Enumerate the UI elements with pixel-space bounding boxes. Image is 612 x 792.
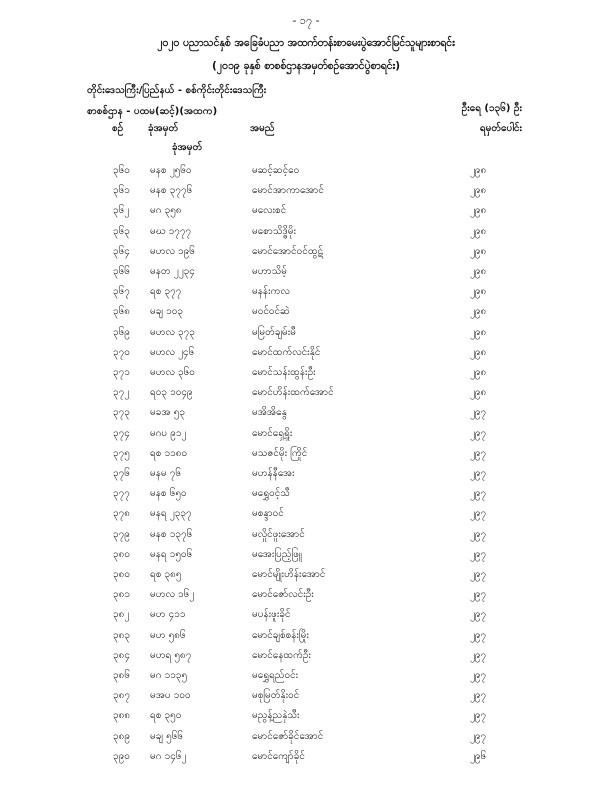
roll-number: မနတ ၂၂၃၄ [150, 266, 195, 277]
total-marks: ၂၉၈ [470, 367, 487, 378]
total-marks: ၂၉၈ [470, 165, 487, 176]
roll-number: မဂ ၁၁၃၅ [150, 670, 188, 681]
table-row [0, 462, 612, 482]
row-number: ၃၈၉ [113, 730, 130, 742]
total-marks: ၂၉၈ [470, 286, 487, 298]
total-marks: ၂၉၇ [470, 548, 487, 560]
document-subtitle: (၂၀၁၉ ခုနှစ် စာစစ်ဌာနအမှတ်စဉ်အောင်ပွဲစာရင်း) [211, 60, 401, 72]
table-row [0, 381, 612, 401]
total-marks: ၂၉၇ [470, 629, 487, 641]
column-header-reg: ခုံအမှတ် [148, 123, 179, 134]
table-row [0, 361, 612, 381]
total-marks: ၂၉၈ [470, 266, 487, 277]
table-row [0, 179, 612, 199]
table-row [0, 199, 612, 219]
total-marks: ၂၉၆ [470, 750, 487, 762]
document-title: ၂၀၂၀ ပညာသင်နှစ် အခြေခံပညာ အထက်တန်းစာမေးပွဲအောင်မြင်သူများစာရင်း [157, 37, 455, 49]
table-row [0, 725, 612, 745]
total-marks: ၂၉၈ [470, 225, 487, 237]
row-number: ၃၉၀ [113, 750, 130, 762]
student-name: မောင်ရှေ့ရှိုး [252, 427, 293, 439]
table-row [0, 240, 612, 260]
row-number: ၃၆၆ [113, 266, 130, 277]
table-row [0, 624, 612, 644]
exam-center-label: စာစစ်ဌာန - ပထမ(ဆင့်)(အထက) [87, 106, 218, 117]
roll-number: မဟလ ၃၇၃ [150, 326, 195, 338]
total-marks: ၂၉၇ [470, 407, 487, 419]
total-marks: ၂၉၈ [470, 387, 487, 399]
row-number: ၃၇၇ [113, 488, 130, 500]
table-row [0, 543, 612, 563]
row-number: ၃၇၉ [113, 528, 130, 540]
roll-number: မချ ၁၀၃ [150, 306, 183, 318]
student-name: မလှိုင်ဖူးအောင် [252, 528, 305, 540]
table-row [0, 260, 612, 280]
roll-number: မဟလ ၂၄၆ [150, 346, 195, 358]
student-name: မအေးပြည့်ဖြူ [252, 548, 302, 560]
row-number: ၃၇၃ [113, 407, 130, 419]
student-name: မဆင့်ဆင့်ဝေ [252, 165, 300, 176]
student-name: မောင်နေထက်ဦး [252, 649, 311, 661]
page-number: - ၁၇ - [292, 14, 320, 27]
row-number: ၃၈၆ [113, 670, 130, 681]
student-name: မောင်မျိုးဟိန်းအောင် [252, 569, 326, 580]
total-marks: ၂၉၈ [470, 346, 487, 358]
table-row [0, 563, 612, 583]
student-name: မသဇင်မိုး ကြိုင် [252, 447, 308, 459]
total-marks: ၂၉၇ [470, 488, 487, 500]
student-name: မစုမြတ်နိုးဝင် [252, 690, 300, 702]
student-name: မဟာသိမ့် [252, 266, 287, 277]
student-name: မောင်ချစ်စန်းမြိုး [252, 629, 309, 641]
table-row [0, 664, 612, 684]
roll-number: မဟလ ၁၉၆ [150, 245, 195, 257]
table-row [0, 280, 612, 300]
student-name: မောင်ထက်လင်းနိုင် [252, 346, 321, 358]
row-number: ၃၆၈ [113, 306, 130, 318]
student-name: မစောသိဒ္ဓိမိုး [252, 225, 297, 237]
table-row [0, 341, 612, 361]
table-row [0, 603, 612, 623]
candidate-count: ဦးရေ (၁၃၆) ဦး [461, 103, 522, 114]
roll-number: ရဝ၃ ၁၀၄၉ [150, 387, 193, 399]
table-row [0, 159, 612, 179]
roll-number: ရစ ၁၁၈၀ [150, 447, 188, 459]
student-name: မဟန်နီအေး [252, 468, 295, 479]
table-row [0, 300, 612, 320]
total-marks: ၂၉၈ [470, 306, 487, 318]
roll-number: မနမ ၇၆ [150, 468, 182, 479]
student-name: မနန်းကလ [252, 286, 290, 298]
roll-number: မဟလ ၃၆၀ [150, 367, 195, 378]
row-number: ၃၈၃ [113, 629, 130, 641]
student-name: မောင်အောင်ဝင်ထွဋ် [252, 245, 324, 257]
total-marks: ၂၉၇ [470, 690, 487, 702]
roll-number: မနရ ၂၃၃၇ [150, 508, 192, 520]
total-marks: ၂၉၇ [470, 649, 487, 661]
roll-number: မခအ ၅၃ [150, 407, 185, 419]
total-marks: ၂၉၇ [470, 447, 487, 459]
table-row [0, 321, 612, 341]
row-number: ၃၈၇ [113, 690, 130, 702]
row-number: ၃၇၁ [113, 367, 130, 378]
table-row [0, 220, 612, 240]
row-number: ၃၆၁ [113, 185, 130, 197]
roll-number: မနစ ၆၅၀ [150, 488, 187, 500]
total-marks: ၂၉၇ [470, 670, 487, 681]
row-number: ၃၈၂ [113, 609, 130, 621]
row-number: ၃၇၆ [113, 468, 130, 479]
table-row [0, 704, 612, 724]
table-row [0, 401, 612, 421]
student-name: မပန်းဖူးခိုင် [252, 609, 291, 621]
roll-number: မဂပ ၉၁၂ [150, 427, 187, 439]
column-header-name: အမည် [250, 123, 275, 134]
student-name: မောင်ဇော်လင်းဦး [252, 589, 314, 601]
row-number: ၃၇၅ [113, 447, 130, 459]
student-name: မောင်ကျော်ခိုင် [252, 750, 305, 762]
row-number: ၃၈၀ [113, 569, 130, 580]
student-name: မောင်ဇော်ခိုင်အောင် [252, 730, 324, 742]
roll-number: မအပ ၁၀၀ [150, 690, 191, 702]
table-row [0, 684, 612, 704]
roll-number: မဃ ၁၇၇၇ [150, 225, 192, 237]
total-marks: ၂၉၇ [470, 730, 487, 742]
row-number: ၃၆၀ [113, 165, 130, 176]
roll-number: မနစ ၂၅၆၀ [150, 165, 192, 176]
table-row [0, 442, 612, 462]
student-name: မောင်အာကာအောင် [252, 185, 324, 197]
roll-number: မချ ၅၆၆ [150, 730, 183, 742]
row-number: ၃၆၄ [113, 245, 130, 257]
row-number: ၃၇၂ [113, 387, 130, 399]
row-number: ၃၆၃ [113, 225, 130, 237]
total-marks: ၂၉၇ [470, 589, 487, 601]
student-name: မရွှေရည်ဝင်း [252, 670, 299, 681]
total-marks: ၂၉၇ [470, 528, 487, 540]
total-marks: ၂၉၇ [470, 508, 487, 520]
row-number: ၃၇၄ [113, 427, 130, 439]
total-marks: ၂၉၇ [470, 427, 487, 439]
student-name: မစန္ဒာဝင် [252, 508, 284, 520]
student-name: မညွန့်ညနှဲသီး [252, 710, 300, 722]
student-name: မဝင်ဝင်ဆဲ [252, 306, 290, 318]
roll-number: မနရ ၁၅၀၆ [150, 548, 193, 560]
row-number: ၃၆၉ [113, 326, 130, 338]
student-name: မောင်သန်းထွန်းဦး [252, 367, 316, 378]
table-row [0, 482, 612, 502]
row-number: ၃၈၀ [113, 548, 130, 560]
student-name: မရွှေဝင့်သီ [252, 488, 290, 500]
row-number: ၃၆၂ [113, 205, 130, 217]
roll-number: မဟရ ၅၈၇ [150, 649, 192, 661]
student-name: မမြတ်ချမ်းမီ [252, 326, 297, 338]
region-label: တိုင်းဒေသကြီး/ပြည်နယ် - စစ်ကိုင်းတိုင်းဒေသကြီး [87, 85, 267, 96]
total-marks: ၂၉၈ [470, 326, 487, 338]
roll-number: မဟ ၄၁၁ [150, 609, 186, 621]
column-header-marks: ရမှတ်ပေါင်း [479, 123, 522, 134]
total-marks: ၂၉၈ [470, 205, 487, 217]
total-marks: ၂၉၈ [470, 245, 487, 257]
table-row [0, 644, 612, 664]
row-number: ၃၆၇ [113, 286, 130, 298]
table-row [0, 422, 612, 442]
total-marks: ၂၉၇ [470, 710, 487, 722]
roll-number: မဂ ၃၅၈ [150, 205, 182, 217]
total-marks: ၂၉၈ [470, 185, 487, 197]
roll-number: ရစ ၃၈၅ [150, 569, 182, 580]
student-name: မအိအိနွေ [252, 407, 287, 419]
total-marks: ၂၉၇ [470, 569, 487, 580]
row-number: ၃၈၄ [113, 649, 130, 661]
student-name: မလေးစင် [252, 205, 287, 217]
roll-number: မဂ ၁၄၆၂ [150, 750, 187, 762]
student-name: မောင်ဟိန်းထက်အောင် [252, 387, 334, 399]
total-marks: ၂၉၇ [470, 609, 487, 621]
total-marks: ၂၉၇ [470, 468, 487, 479]
roll-number: မဟလ ၁၆၂ [150, 589, 195, 601]
roll-number: မနစ ၃၇၇၆ [150, 185, 193, 197]
roll-number: မဟ ၅၈၆ [150, 629, 186, 641]
table-row [0, 523, 612, 543]
column-header-reg-sub: ခုံအမှတ် [172, 142, 203, 153]
row-number: ၃၇၀ [113, 346, 130, 358]
row-number: ၃၈၁ [113, 589, 130, 601]
table-row [0, 583, 612, 603]
roll-number: ရစ ၃၅၀ [150, 710, 182, 722]
row-number: ၃၇၈ [113, 508, 130, 520]
column-header-no: စဉ် [112, 123, 124, 134]
roll-number: မနစ ၁၃၇၆ [150, 528, 193, 540]
roll-number: ရစ ၃၇၇ [150, 286, 182, 298]
row-number: ၃၈၈ [113, 710, 131, 722]
table-row [0, 745, 612, 765]
table-row [0, 502, 612, 522]
